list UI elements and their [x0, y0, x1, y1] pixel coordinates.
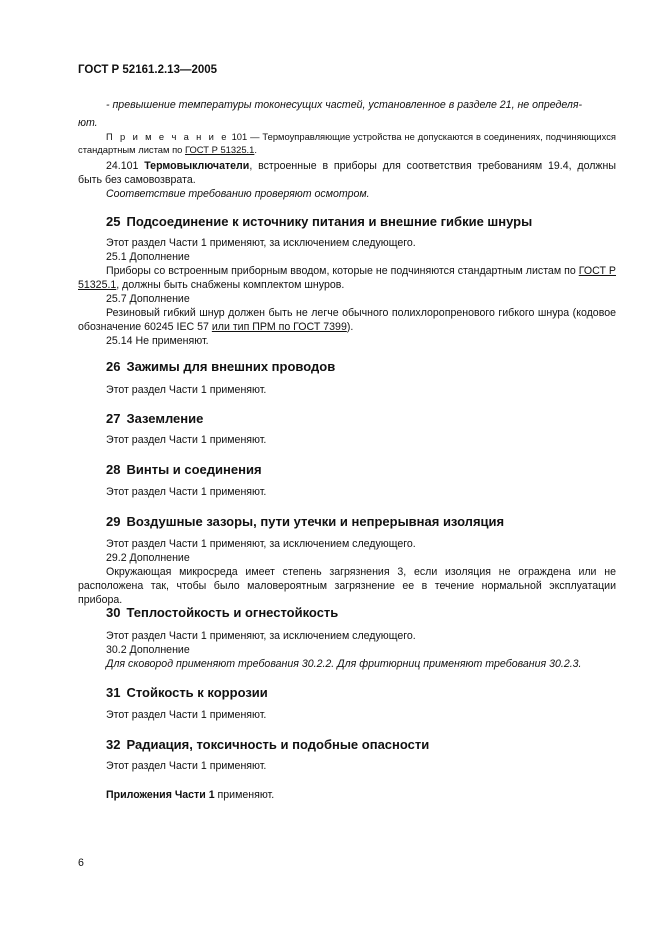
section-title: Подсоединение к источнику питания и внешние гибкие шнуры: [126, 214, 533, 229]
section-number: 32: [106, 737, 121, 752]
text-part: Приборы со встроенным приборным вводом, которые не подчиняются стандартным листам по: [106, 265, 579, 277]
text-part: , должны быть снабжены комплектом шнуров.: [116, 279, 345, 291]
section-25-line-last: 25.14 Не применяют.: [106, 335, 209, 347]
section-29-line: Этот раздел Части 1 применяют, за исключением следующего.: [106, 538, 416, 550]
section-25-para-2: [78, 306, 616, 334]
clause-24-101-check: Соответствие требованию проверяют осмотром.: [106, 188, 370, 200]
intro-line: [78, 98, 616, 112]
section-26-heading: [106, 359, 335, 374]
section-32-heading: [106, 737, 429, 752]
section-title: Зажимы для внешних проводов: [126, 359, 336, 374]
section-25-supplement-2: 25.7 Дополнение: [106, 293, 190, 305]
annexes-text: применяют.: [214, 789, 275, 801]
annexes-bold: Приложения Части 1: [106, 789, 215, 801]
section-32-text: Этот раздел Части 1 применяют.: [106, 760, 267, 772]
section-30-supplement: 30.2 Дополнение: [106, 644, 190, 656]
section-title: Винты и соединения: [126, 462, 262, 477]
section-title: Заземление: [126, 411, 204, 426]
page-number: 6: [78, 857, 84, 869]
clause-number: 24.101: [106, 160, 145, 172]
intro-line1: - превышение температуры токонесущих частей, установленное в разделе 21, не определя-: [106, 99, 583, 111]
section-25-body: [78, 236, 616, 348]
note-101: [78, 130, 616, 156]
section-30-para: Для сковород применяют требования 30.2.2. Для фритюрниц применяют требования 30.2.3.: [106, 658, 582, 670]
section-title: Стойкость к коррозии: [126, 685, 268, 700]
section-number: 28: [106, 462, 121, 477]
section-29-body: [78, 537, 616, 607]
section-31-text: Этот раздел Части 1 применяют.: [106, 709, 267, 721]
section-28-text: Этот раздел Части 1 применяют.: [106, 486, 267, 498]
section-number: 27: [106, 411, 121, 426]
section-number: 30: [106, 605, 121, 620]
intro-line-end: ют.: [78, 117, 98, 129]
section-25-line: Этот раздел Части 1 применяют, за исключением следующего.: [106, 237, 416, 249]
section-27-heading: [106, 411, 203, 426]
section-title: Воздушные зазоры, пути утечки и непрерывная изоляция: [126, 514, 505, 529]
text-part: Резиновый гибкий шнур должен быть не легче обычного полихлоропренового гибкого шнура (кодовое обозначение 60245 IEC 57: [78, 307, 616, 333]
clause-24-101: [78, 159, 616, 201]
section-number: 25: [106, 214, 121, 229]
section-27-text: Этот раздел Части 1 применяют.: [106, 434, 267, 446]
section-number: 29: [106, 514, 121, 529]
clause-24-101-text: [78, 159, 616, 187]
section-29-para: Окружающая микросреда имеет степень загрязнения 3, если изоляция не ограждена или не расположена так, чтобы было маловероятным загрязнение ее в течение нормальной эксплуатации прибора.: [78, 566, 616, 606]
section-25-supplement: 25.1 Дополнение: [106, 251, 190, 263]
section-26-text: Этот раздел Части 1 применяют.: [106, 384, 267, 396]
section-number: 26: [106, 359, 121, 374]
gost-7399-link[interactable]: или тип ПРМ по ГОСТ 7399: [211, 321, 347, 333]
section-30-body: [78, 629, 616, 671]
section-30-line: Этот раздел Части 1 применяют, за исключением следующего.: [106, 630, 416, 642]
section-30-heading: [106, 605, 338, 620]
section-29-heading: [106, 514, 504, 529]
note-label: П р и м е ч а н и е: [106, 131, 229, 142]
clause-term: Термовыключатели: [144, 160, 250, 172]
note-paragraph: [78, 130, 616, 156]
gost-51325-link[interactable]: ГОСТ Р 51325.1: [78, 265, 616, 291]
intro-continuation: [78, 98, 616, 130]
section-31-heading: [106, 685, 268, 700]
section-title: Теплостойкость и огнестойкость: [126, 605, 339, 620]
section-29-supplement: 29.2 Дополнение: [106, 552, 190, 564]
clause-body: , встроенные в приборы для соответствия требованиям 19.4, должны быть без самовозврата.: [78, 160, 616, 186]
note-end: .: [254, 144, 257, 155]
section-28-heading: [106, 462, 262, 477]
text-part: ).: [346, 321, 354, 333]
section-title: Радиация, токсичность и подобные опасности: [126, 737, 430, 752]
section-number: 31: [106, 685, 121, 700]
document-header: ГОСТ Р 52161.2.13—2005: [78, 64, 218, 76]
section-25-para: [78, 264, 616, 292]
note-text: 101 — Термоуправляющие устройства не допускаются в соединениях, подчиняющихся стандартным листам по: [78, 131, 616, 155]
section-25-heading: [106, 214, 532, 229]
note-reference-link[interactable]: ГОСТ Р 51325.1: [184, 144, 255, 155]
annexes-note: [106, 789, 274, 801]
